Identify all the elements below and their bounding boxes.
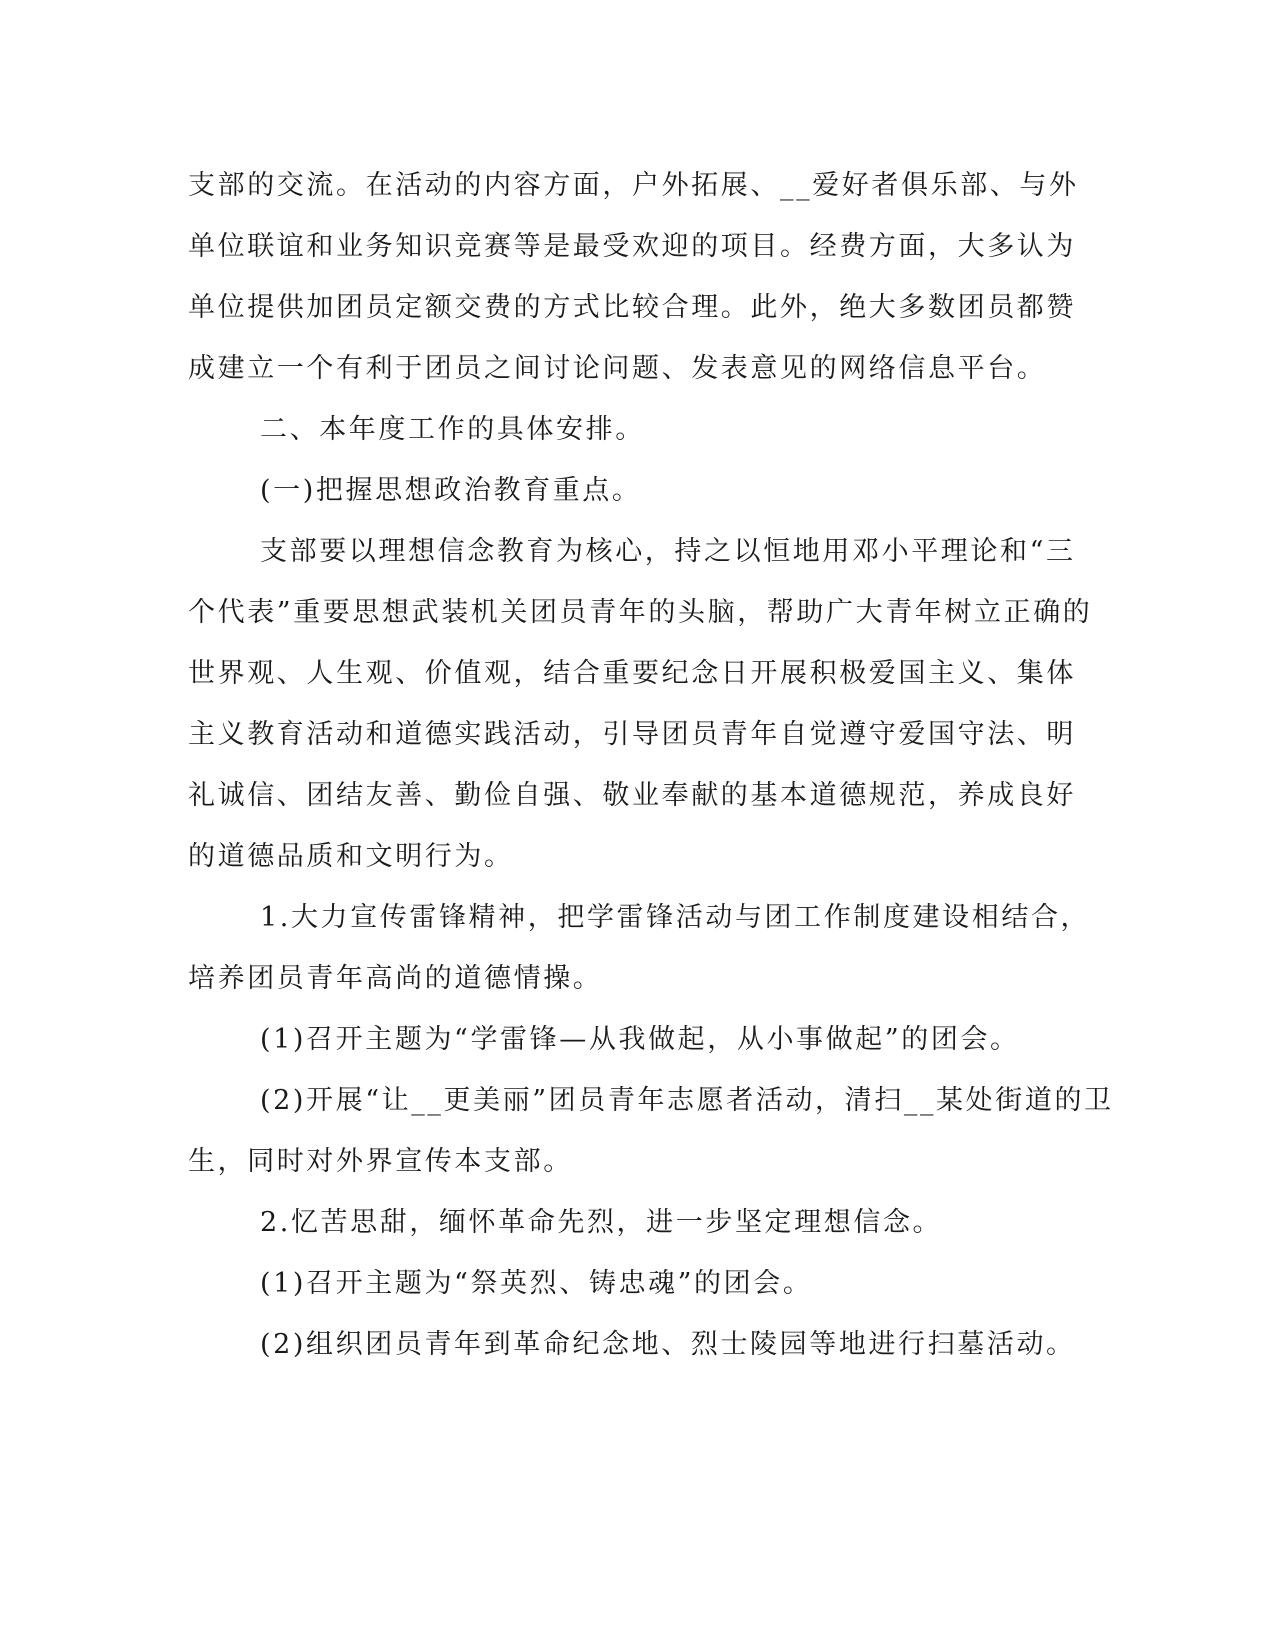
- list-item-heading: 2.忆苦思甜，缅怀革命先烈，进一步坚定理想信念。: [260, 1207, 943, 1238]
- subsection-heading: (一)把握思想政治教育重点。: [260, 475, 642, 506]
- text-line: 培养团员青年高尚的道德情操。: [188, 963, 603, 994]
- text-line: 单位提供加团员定额交费的方式比较合理。此外，绝大多数团员都赞: [188, 292, 1076, 323]
- text-line: 成建立一个有利于团员之间讨论问题、发表意见的网络信息平台。: [188, 353, 1047, 384]
- text-line: 世界观、人生观、价值观，结合重要纪念日开展积极爱国主义、集体: [188, 658, 1076, 689]
- text-line: 个代表”重要思想武装机关团员青年的头脑，帮助广大青年树立正确的: [188, 597, 1093, 628]
- list-item: (2)开展“让__更美丽”团员青年志愿者活动，清扫__某处街道的卫: [260, 1085, 1114, 1116]
- body-text: [188, 155, 1114, 1375]
- text-line: 礼诚信、团结友善、勤俭自强、敬业奉献的基本道德规范，养成良好: [188, 780, 1076, 811]
- section-heading: 二、本年度工作的具体安排。: [260, 414, 645, 445]
- text-line: 支部的交流。在活动的内容方面，户外拓展、__爱好者俱乐部、与外: [188, 170, 1079, 201]
- text-line: 的道德品质和文明行为。: [188, 841, 514, 872]
- text-line: 支部要以理想信念教育为核心，持之以恒地用邓小平理论和“三: [260, 536, 1076, 567]
- list-item: (2)组织团员青年到革命纪念地、烈士陵园等地进行扫墓活动。: [260, 1329, 1076, 1360]
- list-item-heading: 1.大力宣传雷锋精神，把学雷锋活动与团工作制度建设相结合，: [260, 902, 1091, 933]
- list-item: (1)召开主题为“祭英烈、铸忠魂”的团会。: [260, 1268, 813, 1299]
- text-line: 单位联谊和业务知识竞赛等是最受欢迎的项目。经费方面，大多认为: [188, 231, 1076, 262]
- list-item: (1)召开主题为“学雷锋—从我做起，从小事做起”的团会。: [260, 1024, 1020, 1055]
- text-line: 生，同时对外界宣传本支部。: [188, 1146, 573, 1177]
- text-line: 主义教育活动和道德实践活动，引导团员青年自觉遵守爱国守法、明: [188, 719, 1076, 750]
